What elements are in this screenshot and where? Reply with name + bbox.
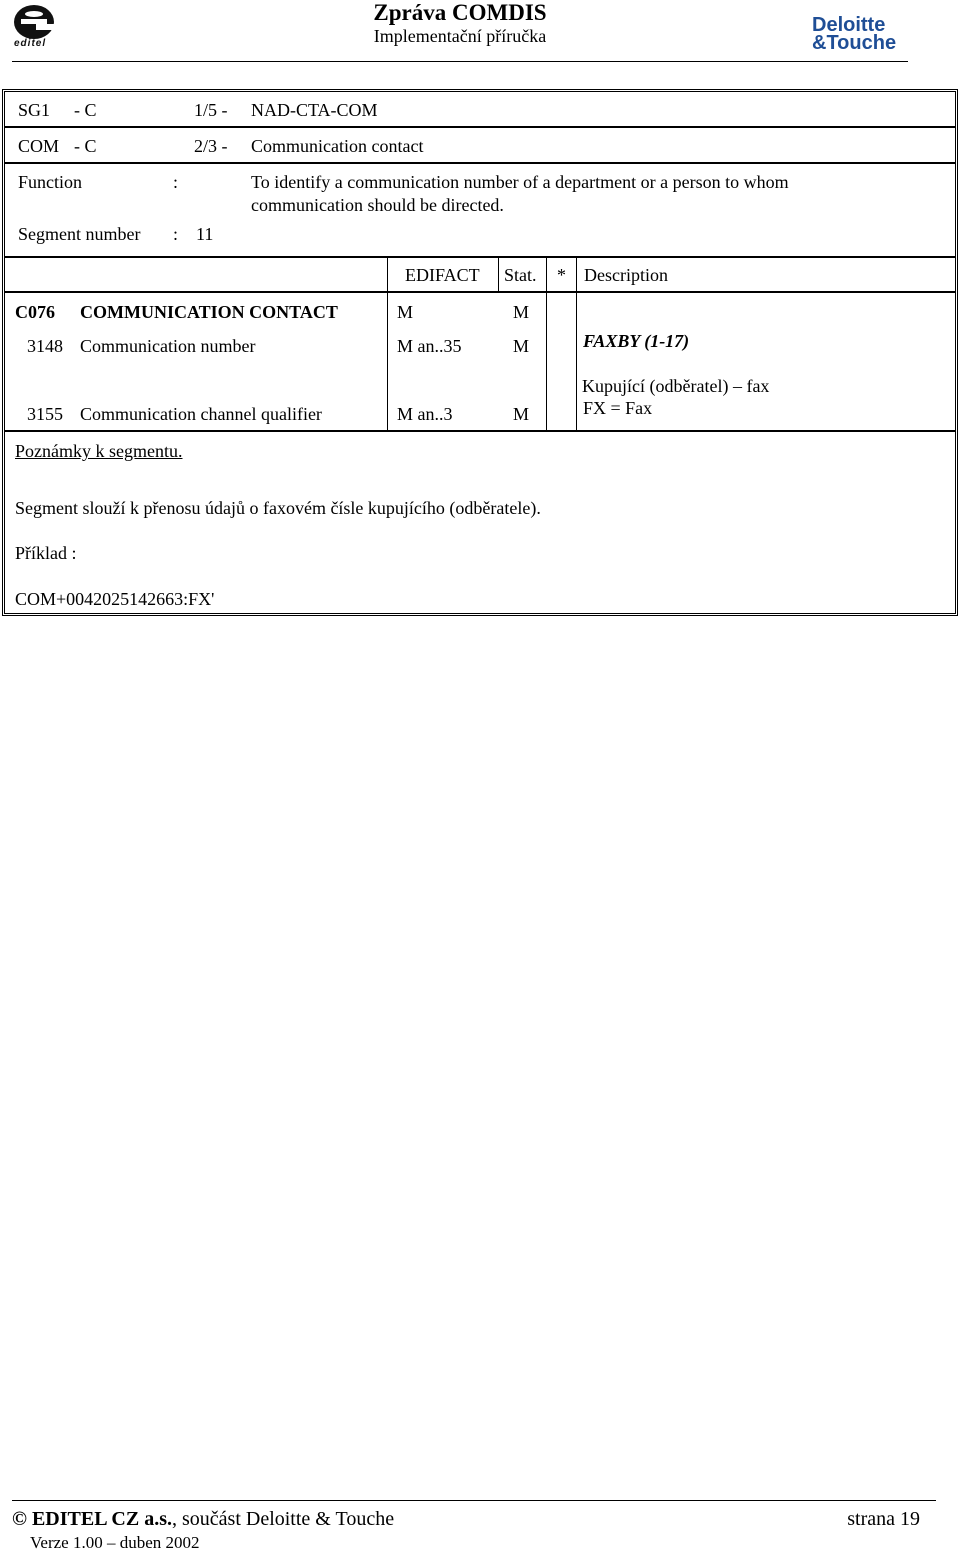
segment-box	[2, 89, 958, 616]
seg-position: 2/3 -	[194, 136, 228, 156]
composite-edifact: M	[397, 302, 414, 322]
element-format-3155: M an..3	[397, 404, 453, 424]
footer-company-rest: , součást Deloitte & Touche	[172, 1508, 395, 1530]
element-description-3155-line2: FX = Fax	[583, 398, 653, 418]
divider-function	[5, 256, 955, 258]
function-colon: :	[173, 172, 179, 192]
divider-table-end	[5, 430, 955, 432]
notes-text: Segment slouží k přenosu údajů o faxovém čísle kupujícího (odběratele).	[15, 498, 541, 518]
function-text-line1: To identify a communication number of a department or a person to whom	[251, 172, 789, 192]
deloitte-logo-line1: Deloitte	[812, 14, 886, 36]
header-star: *	[557, 265, 566, 285]
element-name-3148: Communication number	[80, 336, 256, 356]
header-description: Description	[584, 265, 668, 285]
footer-page-number: strana 19	[847, 1508, 920, 1530]
sg-code: SG1	[18, 100, 51, 120]
header-edifact: EDIFACT	[405, 265, 480, 285]
deloitte-logo	[812, 16, 896, 52]
col-divider-stat	[498, 256, 499, 292]
composite-code: C076	[15, 302, 55, 322]
divider-com	[5, 162, 955, 164]
page-subtitle: Implementační příručka	[373, 26, 547, 46]
example-value: COM+0042025142663:FX'	[15, 589, 215, 609]
col-divider-edifact	[387, 256, 388, 431]
element-name-3155: Communication channel qualifier	[80, 404, 322, 424]
page-title: Zpráva COMDIS	[373, 0, 547, 25]
header-divider	[12, 61, 908, 62]
element-stat-3148: M	[513, 336, 530, 356]
deloitte-logo-line2: &Touche	[812, 32, 897, 54]
sg-status: - C	[74, 100, 97, 120]
col-divider-star	[546, 256, 547, 431]
function-text-line2: communication should be directed.	[251, 195, 504, 215]
editel-logo-text: editel	[14, 38, 47, 49]
composite-stat: M	[513, 302, 530, 322]
footer-version: Verze 1.00 – duben 2002	[30, 1533, 200, 1552]
segment-number-value: 11	[196, 224, 214, 244]
example-label: Příklad :	[15, 543, 77, 563]
header-stat: Stat.	[504, 265, 537, 285]
element-code-3148: 3148	[27, 336, 63, 356]
footer-divider	[12, 1500, 936, 1501]
divider-table-header	[5, 291, 955, 293]
element-format-3148: M an..35	[397, 336, 462, 356]
footer-company-bold: © EDITEL CZ a.s.	[12, 1508, 172, 1530]
notes-title: Poznámky k segmentu.	[15, 441, 183, 461]
element-code-3155: 3155	[27, 404, 63, 424]
seg-name: Communication contact	[251, 136, 424, 156]
function-label: Function	[18, 172, 83, 192]
element-description-3148: FAXBY (1-17)	[583, 331, 690, 351]
footer-company	[12, 1508, 394, 1531]
sg-name: NAD-CTA-COM	[251, 100, 378, 120]
composite-name: COMMUNICATION CONTACT	[80, 302, 338, 322]
element-description-3155-line1: Kupující (odběratel) – fax	[582, 376, 770, 396]
divider-sg	[5, 126, 955, 128]
seg-status: - C	[74, 136, 97, 156]
sg-position: 1/5 -	[194, 100, 228, 120]
col-divider-description	[576, 256, 577, 431]
element-stat-3155: M	[513, 404, 530, 424]
seg-code: COM	[18, 136, 60, 156]
segment-number-colon: :	[173, 224, 179, 244]
segment-number-label: Segment number	[18, 224, 141, 244]
